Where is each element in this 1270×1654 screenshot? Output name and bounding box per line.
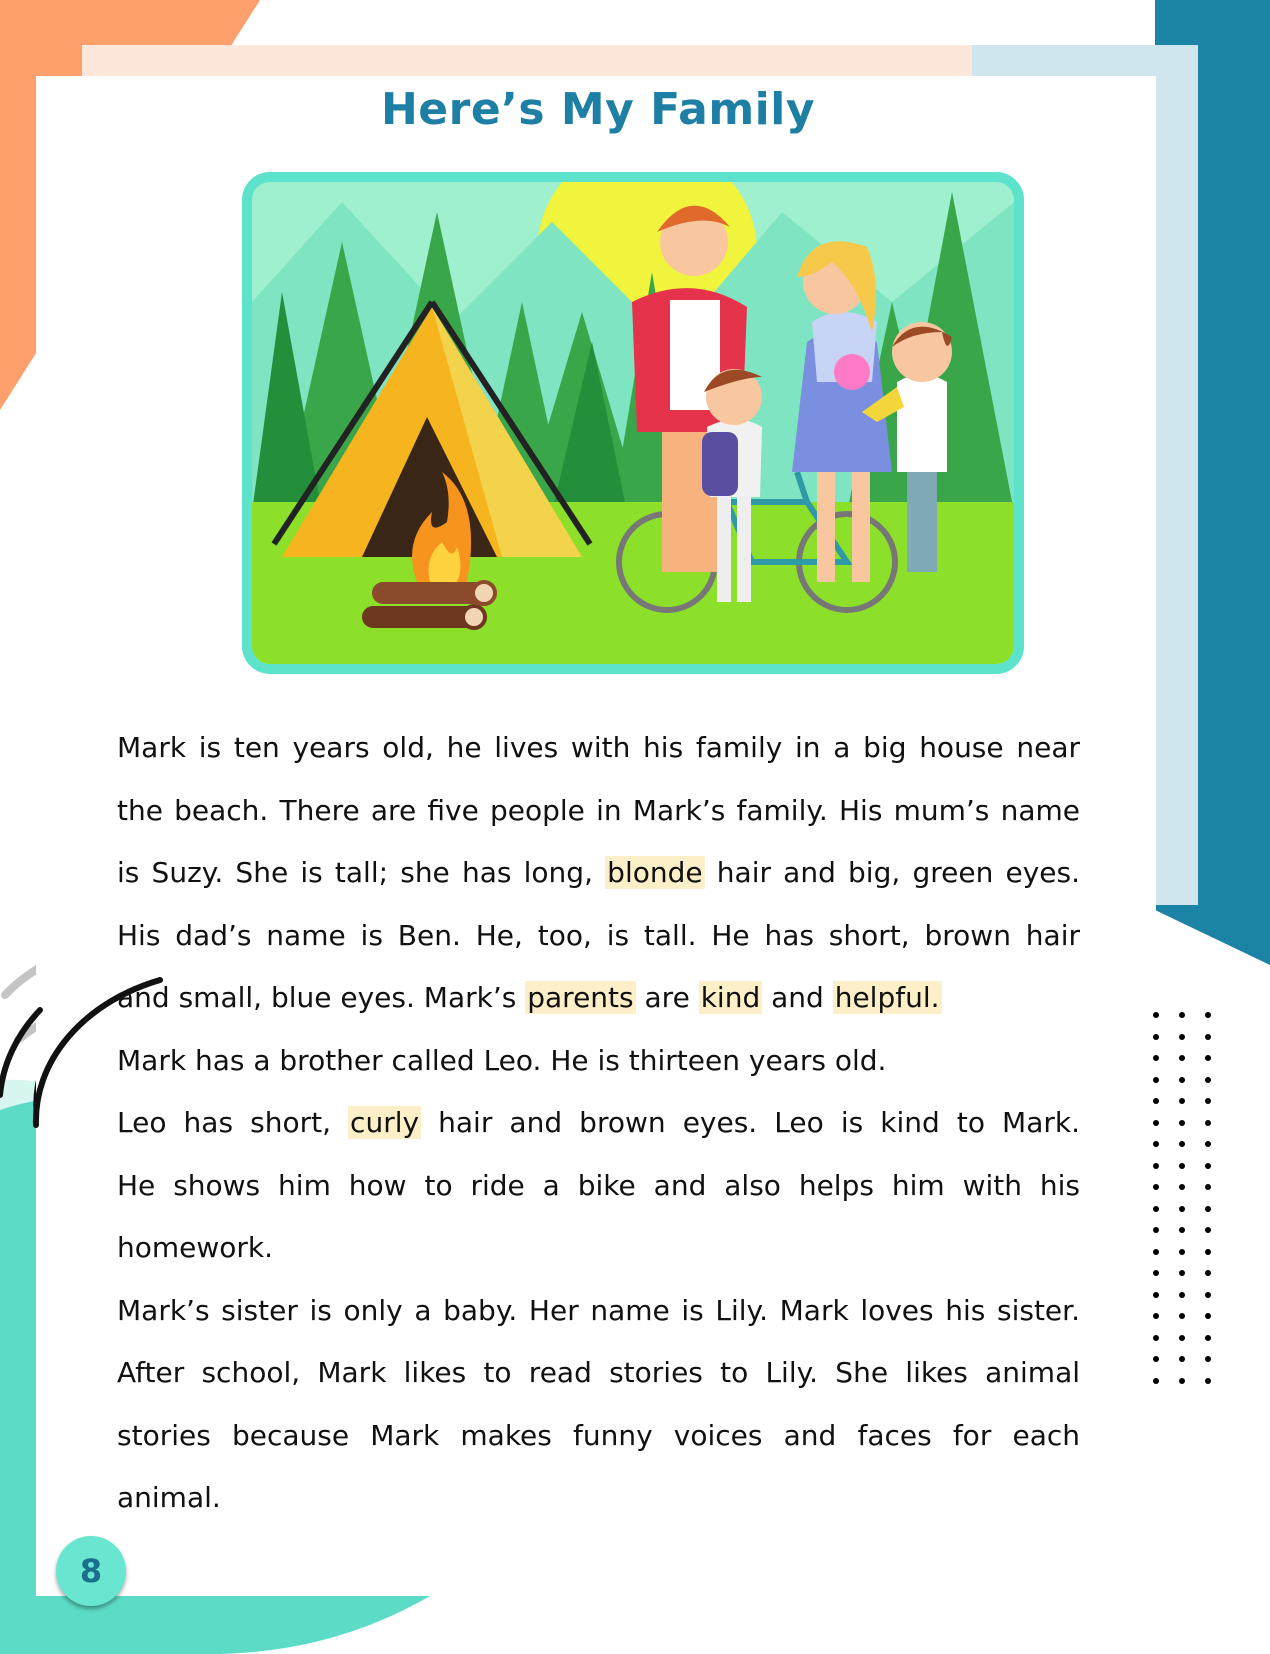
text-segment: Mark is ten years old, he lives with his family in a big house near	[117, 731, 1080, 764]
dot	[1179, 1270, 1185, 1276]
dot	[1153, 1270, 1159, 1276]
dot	[1179, 1055, 1185, 1061]
dot	[1205, 1034, 1211, 1040]
text-segment: After school, Mark likes to read stories to Lily. She likes animal	[117, 1356, 1080, 1389]
text-segment: stories because Mark makes funny voices and faces for each	[117, 1418, 1080, 1452]
dot	[1205, 1313, 1211, 1319]
dot	[1153, 1313, 1159, 1319]
dot	[1205, 1098, 1211, 1104]
dot	[1205, 1055, 1211, 1061]
text-segment: the beach. There are five people in Mark’s family. His mum’s name	[117, 793, 1080, 827]
dot	[1179, 1184, 1185, 1190]
text-segment: and small, blue eyes. Mark’s	[117, 981, 526, 1014]
highlighted-word: helpful.	[834, 981, 940, 1014]
text-segment: Mark’s sister is only a baby. Her name is Lily. Mark loves his sister.	[117, 1293, 1080, 1327]
highlighted-word: blonde	[607, 856, 703, 889]
dot	[1179, 1206, 1185, 1212]
illustration-scene	[252, 182, 1014, 664]
dot	[1153, 1141, 1159, 1147]
text-line	[117, 1467, 1080, 1530]
text-line	[117, 967, 1080, 1030]
dot	[1179, 1227, 1185, 1233]
dot	[1205, 1120, 1211, 1126]
dot	[1205, 1270, 1211, 1276]
text-line	[117, 905, 1080, 968]
dot	[1205, 1378, 1211, 1384]
dot	[1179, 1356, 1185, 1362]
text-segment: His dad’s name is Ben. He, too, is tall. He has short, brown hair	[117, 918, 1080, 952]
dot	[1153, 1012, 1159, 1018]
dot	[1205, 1141, 1211, 1147]
dot	[1205, 1163, 1211, 1169]
page-title: Here’s My Family	[380, 84, 816, 135]
dot	[1205, 1206, 1211, 1212]
dot	[1179, 1313, 1185, 1319]
text-line	[117, 1030, 1080, 1093]
dot	[1179, 1141, 1185, 1147]
dot	[1179, 1292, 1185, 1298]
text-segment: and	[762, 981, 833, 1014]
dot	[1179, 1012, 1185, 1018]
dot	[1153, 1077, 1159, 1083]
dot	[1153, 1249, 1159, 1255]
text-segment: is Suzy. She is tall; she has long,	[117, 856, 606, 889]
dot	[1205, 1012, 1211, 1018]
dot	[1179, 1335, 1185, 1341]
text-segment: homework.	[117, 1231, 274, 1264]
text-line	[117, 717, 1080, 780]
dot	[1205, 1292, 1211, 1298]
highlighted-word: kind	[700, 981, 761, 1014]
text-segment: He shows him how to ride a bike and also helps him with his	[117, 1168, 1080, 1202]
text-line	[117, 780, 1080, 843]
dot	[1205, 1356, 1211, 1362]
dot	[1153, 1356, 1159, 1362]
dot	[1153, 1120, 1159, 1126]
text-line	[117, 1155, 1080, 1218]
story-text	[117, 717, 1080, 1530]
dot	[1153, 1034, 1159, 1040]
dot	[1153, 1163, 1159, 1169]
dot	[1179, 1077, 1185, 1083]
dot	[1153, 1184, 1159, 1190]
text-line	[117, 842, 1080, 905]
text-segment: Mark has a brother called Leo. He is thirteen years old.	[117, 1043, 887, 1077]
dot	[1153, 1206, 1159, 1212]
text-line	[117, 1405, 1080, 1468]
dot	[1179, 1120, 1185, 1126]
text-line	[117, 1280, 1080, 1343]
highlighted-word: curly	[350, 1106, 420, 1139]
dot	[1153, 1378, 1159, 1384]
dot	[1153, 1098, 1159, 1104]
text-segment: Leo has short,	[117, 1106, 349, 1139]
dot	[1205, 1077, 1211, 1083]
text-segment: hair and big, green eyes.	[704, 856, 1081, 889]
dot	[1179, 1163, 1185, 1169]
dot	[1205, 1249, 1211, 1255]
dot	[1205, 1184, 1211, 1190]
text-line	[117, 1342, 1080, 1405]
text-segment: are	[635, 981, 699, 1014]
dot	[1179, 1034, 1185, 1040]
dot-grid-decoration	[1153, 1012, 1211, 1384]
family-camping-illustration	[242, 172, 1024, 674]
dot	[1153, 1227, 1159, 1233]
text-line	[117, 1217, 1080, 1280]
text-segment: hair and brown eyes. Leo is kind to Mark.	[421, 1106, 1080, 1139]
page-number-badge: 8	[56, 1536, 126, 1606]
highlighted-word: parents	[527, 981, 634, 1014]
dot	[1153, 1055, 1159, 1061]
text-line	[117, 1092, 1080, 1155]
dot	[1153, 1292, 1159, 1298]
text-segment: animal.	[117, 1481, 221, 1514]
dot	[1205, 1227, 1211, 1233]
dot	[1179, 1378, 1185, 1384]
dot	[1153, 1335, 1159, 1341]
dot	[1179, 1249, 1185, 1255]
dot	[1179, 1098, 1185, 1104]
dot	[1205, 1335, 1211, 1341]
